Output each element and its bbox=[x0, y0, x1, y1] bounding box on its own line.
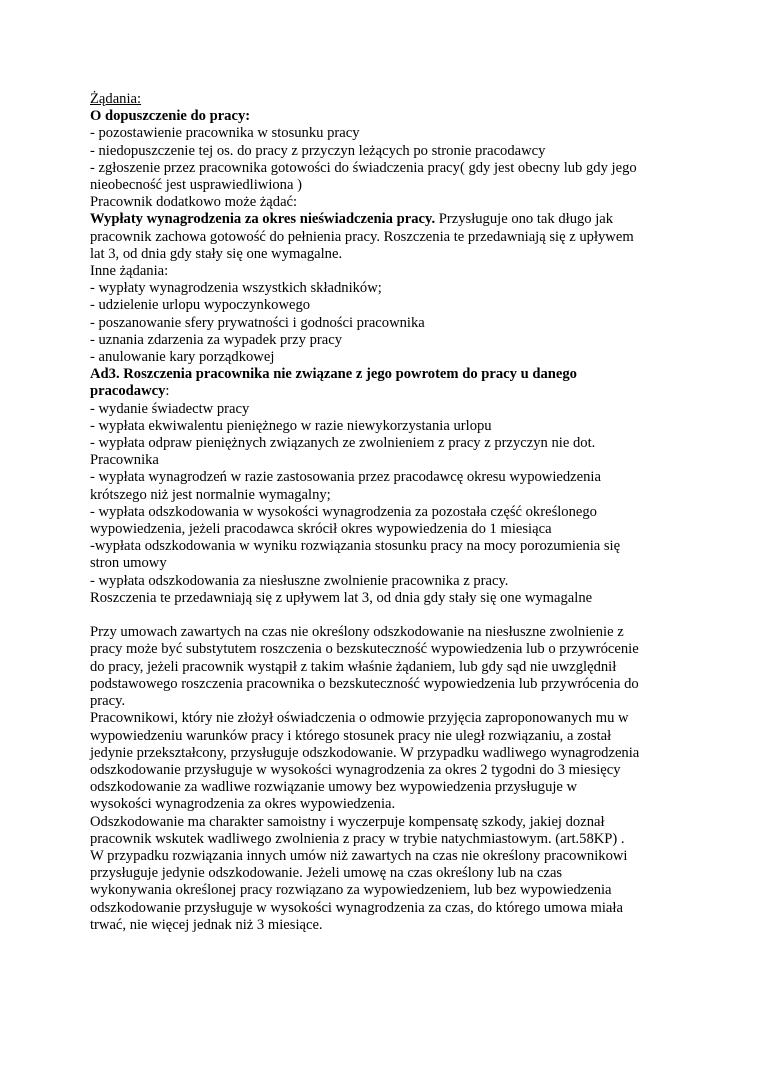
list-item: - wypłata odpraw pieniężnych związanych ze zwolnieniem z pracy z przyczyn nie dot. bbox=[90, 435, 596, 452]
blank-line bbox=[90, 607, 700, 624]
paragraph-line: trwać, nie więcej jednak niż 3 miesiące. bbox=[90, 916, 323, 933]
list-item: - niedopuszczenie tej os. do pracy z przyczyn leżących po stronie pracodawcy bbox=[90, 142, 546, 159]
text-line bbox=[90, 211, 700, 228]
paragraph-line: do pracy, jeżeli pracownik wystąpił z takim właśnie żądaniem, lub gdy sąd nie uwzględnił bbox=[90, 658, 617, 675]
list-item: - wypłata wynagrodzeń w razie zastosowania przez pracodawcę okresu wypowiedzenia bbox=[90, 469, 601, 486]
list-item: - wydanie świadectw pracy bbox=[90, 400, 250, 417]
list-item: - udzielenie urlopu wypoczynkowego bbox=[90, 297, 311, 314]
paragraph-line: podstawowego roszczenia pracownika o bezskuteczność wypowiedzenia lub przywrócenia do bbox=[90, 675, 639, 692]
paragraph-line: wypowiedzeniu warunków pracy i którego stosunek pracy nie uległ rozwiązaniu, a został bbox=[90, 727, 612, 744]
paragraph-line: wykonywania określonej pracy rozwiązano za wypowiedzeniem, lub bez wypowiedzenia bbox=[90, 882, 612, 899]
paragraph-line: pracownik wskutek wadliwego zwolnienia z pracy w trybie natychmiastowym. (art.58KP) . bbox=[90, 830, 625, 847]
text-line: Inne żądania: bbox=[90, 263, 169, 280]
list-item: - anulowanie kary porządkowej bbox=[90, 349, 275, 366]
heading-text: pracodawcy bbox=[90, 383, 166, 400]
bold-claim: Wypłaty wynagrodzenia za okres nieświadczenia pracy. bbox=[90, 211, 436, 228]
paragraph-line: pracy może być substytutem roszczenia o bezskuteczność wypowiedzenia lub o przywrócenie bbox=[90, 641, 639, 658]
list-item: - pozostawienie pracownika w stosunku pracy bbox=[90, 125, 360, 142]
heading-zadania: Żądania: bbox=[90, 91, 142, 107]
list-item: stron umowy bbox=[90, 555, 167, 572]
paragraph-line: Odszkodowanie ma charakter samoistny i wyczerpuje kompensatę szkody, jakiej doznał bbox=[90, 813, 605, 830]
list-item: nieobecność jest usprawiedliwiona ) bbox=[90, 177, 302, 194]
paragraph-line: odszkodowanie przysługuje w wysokości wynagrodzenia za czas, do którego umowa miała bbox=[90, 899, 623, 916]
list-item: Pracownika bbox=[90, 452, 159, 469]
heading-colon: : bbox=[165, 383, 170, 400]
text-line: Pracownik dodatkowo może żądać: bbox=[90, 194, 298, 211]
list-item: - wypłaty wynagrodzenia wszystkich składników; bbox=[90, 280, 382, 297]
text-line: Roszczenia te przedawniają się z upływem lat 3, od dnia gdy stały się one wymagalne bbox=[90, 589, 593, 606]
list-item: - uznania zdarzenia za wypadek przy pracy bbox=[90, 331, 342, 348]
list-item: -wypłata odszkodowania w wyniku rozwiązania stosunku pracy na mocy porozumienia się bbox=[90, 538, 621, 555]
paragraph-line: Przy umowach zawartych na czas nie określony odszkodowanie na niesłuszne zwolnienie z bbox=[90, 624, 624, 641]
section-heading-ad3: Ad3. Roszczenia pracownika nie związane z jego powrotem do pracy u danego bbox=[90, 366, 577, 383]
paragraph-line: odszkodowanie za wadliwe rozwiązanie umowy bez wypowiedzenia przysługuje w bbox=[90, 779, 578, 796]
text-span: Przysługuje ono tak długo jak bbox=[435, 211, 614, 228]
subheading-dopuszczenie: O dopuszczenie do pracy: bbox=[90, 108, 251, 125]
paragraph-line: pracy. bbox=[90, 693, 126, 710]
paragraph-line: Pracownikowi, który nie złożył oświadczenia o odmowie przyjęcia zaproponowanych mu w bbox=[90, 710, 629, 727]
paragraph-line: odszkodowanie przysługuje w wysokości wynagrodzenia za okres 2 tygodni do 3 miesięcy bbox=[90, 761, 621, 778]
paragraph-line: jedynie przekształcony, przysługuje odszkodowanie. W przypadku wadliwego wynagrodzenia bbox=[90, 744, 640, 761]
list-item: krótszego niż jest normalnie wymagalny; bbox=[90, 486, 331, 503]
list-item: - poszanowanie sfery prywatności i godności pracownika bbox=[90, 314, 425, 331]
text-line: lat 3, od dnia gdy stały się one wymagalne. bbox=[90, 245, 343, 262]
list-item: - zgłoszenie przez pracownika gotowości do świadczenia pracy( gdy jest obecny lub gdy jego bbox=[90, 159, 637, 176]
document-page bbox=[90, 91, 700, 934]
paragraph-line: W przypadku rozwiązania innych umów niż zawartych na czas nie określony pracownikowi bbox=[90, 847, 628, 864]
paragraph-line: wysokości wynagrodzenia za okres wypowiedzenia. bbox=[90, 796, 396, 813]
list-item: - wypłata ekwiwalentu pieniężnego w razie niewykorzystania urlopu bbox=[90, 417, 492, 434]
section-heading-ad3-cont bbox=[90, 383, 700, 400]
list-item: - wypłata odszkodowania za niesłuszne zwolnienie pracownika z pracy. bbox=[90, 572, 509, 589]
list-item: - wypłata odszkodowania w wysokości wynagrodzenia za pozostała część określonego bbox=[90, 503, 597, 520]
text-line: pracownik zachowa gotowość do pełnienia pracy. Roszczenia te przedawniają się z upływem bbox=[90, 228, 634, 245]
list-item: wypowiedzenia, jeżeli pracodawca skrócił okres wypowiedzenia do 1 miesiąca bbox=[90, 521, 552, 538]
paragraph-line: przysługuje jedynie odszkodowanie. Jeżeli umowę na czas określony lub na czas bbox=[90, 865, 563, 882]
